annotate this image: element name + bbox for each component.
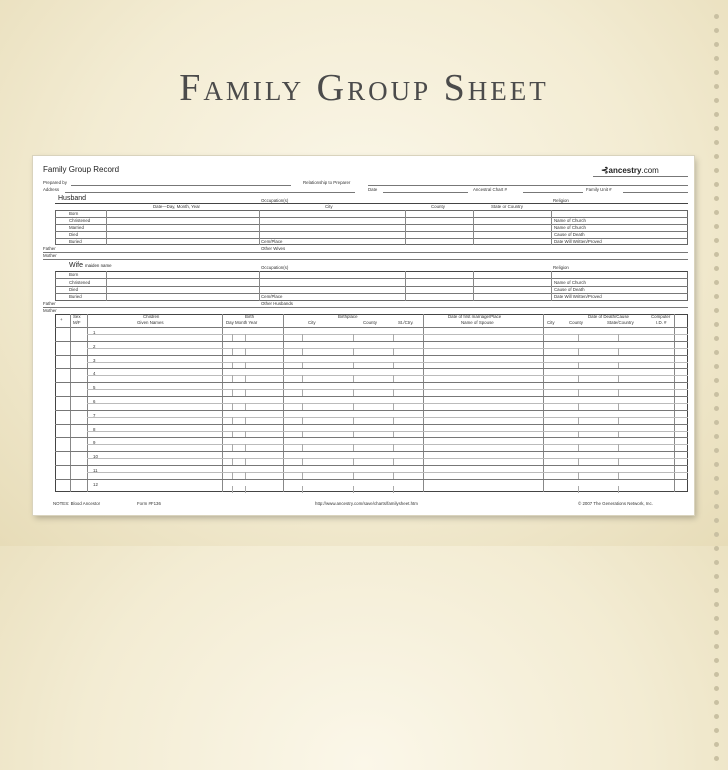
column-divider <box>393 472 394 479</box>
column-divider <box>245 389 246 396</box>
column-divider <box>302 375 303 382</box>
child-number: 5 <box>93 385 96 391</box>
row-half-divider <box>87 348 688 349</box>
row-half-divider <box>87 458 688 459</box>
column-divider <box>393 389 394 396</box>
column-divider <box>393 444 394 451</box>
column-divider <box>393 431 394 438</box>
column-divider <box>353 472 354 479</box>
bullet-dots <box>714 14 720 770</box>
column-divider <box>302 458 303 465</box>
maiden-name-label: maiden name <box>84 263 112 268</box>
brand-suffix: .com <box>641 166 659 175</box>
wife-label <box>69 262 112 270</box>
column-divider <box>353 334 354 341</box>
child-row[interactable] <box>55 479 688 493</box>
column-divider <box>578 486 579 493</box>
wife-will: Date Will Written/Proved <box>554 294 602 299</box>
column-divider <box>302 403 303 410</box>
column-divider <box>245 334 246 341</box>
husband-church-2: Name of Church <box>554 225 586 230</box>
given-names-header: Given Names <box>137 320 164 325</box>
wife-religion-label: Religion <box>553 265 569 270</box>
column-divider <box>302 417 303 424</box>
footer-copyright: © 2007 The Generations Network, Inc. <box>578 501 653 506</box>
death-city-header: City <box>547 320 555 325</box>
mf-header: M/F <box>73 320 81 325</box>
relationship-label: Relationship to Preparer <box>303 180 351 185</box>
wife-occupation-label: Occupation(s) <box>261 265 289 270</box>
column-divider <box>353 417 354 424</box>
column-divider <box>578 375 579 382</box>
child-number: 6 <box>93 399 96 404</box>
column-divider <box>393 362 394 369</box>
child-number: 3 <box>93 357 96 363</box>
column-divider <box>232 375 233 382</box>
county-header: County <box>431 204 445 209</box>
children-header: Children <box>143 314 160 319</box>
husband-cem-place: Cem/Place <box>261 239 283 244</box>
column-divider <box>353 389 354 396</box>
family-unit-field[interactable] <box>623 192 688 193</box>
row-half-divider <box>87 389 688 390</box>
address-label: Address <box>43 187 60 192</box>
ancestral-chart-field[interactable] <box>523 192 583 193</box>
child-number: 11 <box>93 468 98 473</box>
column-divider <box>245 444 246 451</box>
column-divider <box>618 417 619 424</box>
column-divider <box>578 389 579 396</box>
first-marriage-header: Date of first marriage/Place <box>448 314 502 319</box>
column-divider <box>393 403 394 410</box>
husband-religion-label: Religion <box>553 198 569 203</box>
column-divider <box>618 389 619 396</box>
column-divider <box>393 375 394 382</box>
birth-city-header: City <box>308 320 316 325</box>
column-divider <box>353 348 354 355</box>
wife-cause-death: Cause of Death <box>554 287 585 292</box>
column-divider <box>302 389 303 396</box>
column-divider <box>618 348 619 355</box>
other-wives-label: Other Wives <box>261 246 286 251</box>
death-header: Date of Death/Cause <box>588 314 630 319</box>
computer-header: Computer <box>651 314 671 319</box>
husband-father-label: Father <box>43 246 56 251</box>
column-divider <box>232 431 233 438</box>
slide-title: Family Group Sheet <box>179 67 549 109</box>
column-divider <box>245 403 246 410</box>
date-field[interactable] <box>383 192 468 193</box>
form-title: Family Group Record <box>43 165 120 174</box>
footer-url[interactable]: http://www.ancestry.com/save/charts/familysheet.htm <box>315 501 418 506</box>
child-number: 7 <box>93 412 96 418</box>
column-divider <box>302 362 303 369</box>
column-divider <box>245 486 246 493</box>
column-divider <box>353 403 354 410</box>
column-divider <box>353 431 354 438</box>
column-divider <box>245 348 246 355</box>
husband-cause-death: Cause of Death <box>554 232 585 237</box>
row-half-divider <box>87 403 688 404</box>
other-husbands-label: Other Husbands <box>261 301 293 306</box>
column-divider <box>393 334 394 341</box>
husband-died: Died <box>69 232 79 237</box>
column-divider <box>245 417 246 424</box>
column-divider <box>245 431 246 438</box>
wife-born: Born <box>69 272 79 277</box>
column-divider <box>578 431 579 438</box>
footer-notes: NOTES: Blood Ancestor <box>53 501 101 506</box>
death-state-header: State/Country <box>607 320 634 325</box>
column-divider <box>618 444 619 451</box>
column-divider <box>618 362 619 369</box>
child-number: 1 <box>93 330 96 335</box>
wife-cem-place: Cem/Place <box>261 294 283 299</box>
footer-form-number: Form #F136 <box>137 501 161 506</box>
column-divider <box>618 431 619 438</box>
state-header: State or Country <box>491 204 523 209</box>
wife-mother-label: Mother <box>43 308 57 313</box>
column-divider <box>232 444 233 451</box>
column-divider <box>353 375 354 382</box>
family-group-record-sheet <box>33 156 694 515</box>
column-divider <box>245 375 246 382</box>
column-divider <box>353 362 354 369</box>
column-divider <box>302 348 303 355</box>
column-divider <box>232 486 233 493</box>
wife-died: Died <box>69 287 79 292</box>
sex-header: Sex <box>73 314 81 319</box>
family-unit-label: Family Unit # <box>586 187 612 192</box>
column-divider <box>393 458 394 465</box>
birth-header: Birth <box>245 314 255 319</box>
column-divider <box>618 334 619 341</box>
wife-christened: Christened <box>69 280 91 285</box>
husband-will: Date Will Written/Proved <box>554 239 602 244</box>
row-half-divider <box>87 362 688 363</box>
column-divider <box>393 348 394 355</box>
row-half-divider <box>87 444 688 445</box>
column-divider <box>232 417 233 424</box>
husband-buried: Buried <box>69 239 82 244</box>
wife-buried: Buried <box>69 294 82 299</box>
column-divider <box>245 472 246 479</box>
column-divider <box>302 486 303 493</box>
row-half-divider <box>87 334 688 335</box>
child-number: 10 <box>93 454 98 460</box>
column-divider <box>232 334 233 341</box>
column-divider <box>578 348 579 355</box>
wife-father-label: Father <box>43 301 56 306</box>
birthplace-header: Birthplace <box>338 314 358 319</box>
column-divider <box>393 486 394 493</box>
column-divider <box>302 431 303 438</box>
column-divider <box>245 458 246 465</box>
prepared-by-field[interactable] <box>71 185 291 186</box>
column-divider <box>232 362 233 369</box>
column-divider <box>578 417 579 424</box>
column-divider <box>232 403 233 410</box>
death-county-header: County <box>569 320 583 325</box>
column-divider <box>245 362 246 369</box>
husband-married: Married <box>69 225 84 230</box>
column-divider <box>578 334 579 341</box>
column-divider <box>353 486 354 493</box>
day-month-year-header: Day Month Year <box>226 320 258 325</box>
column-divider <box>578 458 579 465</box>
column-divider <box>232 472 233 479</box>
column-divider <box>302 472 303 479</box>
column-divider <box>232 348 233 355</box>
husband-church-1: Name of Church <box>554 218 586 223</box>
children-plus-header: + <box>60 317 63 322</box>
column-divider <box>232 389 233 396</box>
ancestral-chart-label: Ancestral Chart # <box>473 187 507 192</box>
child-number: 12 <box>93 481 98 487</box>
column-divider <box>578 444 579 451</box>
column-divider <box>353 458 354 465</box>
column-divider <box>618 403 619 410</box>
relationship-field[interactable] <box>368 185 688 186</box>
column-divider <box>618 486 619 493</box>
husband-christened: Christened <box>69 218 91 223</box>
child-number: 9 <box>93 440 96 446</box>
column-divider <box>353 444 354 451</box>
brand-name: ancestry <box>608 166 642 175</box>
column-divider <box>302 334 303 341</box>
column-divider <box>232 458 233 465</box>
column-divider <box>393 417 394 424</box>
husband-occupation-label: Occupation(s) <box>261 198 289 203</box>
birth-county-header: County <box>363 320 377 325</box>
leaf-icon: ⊰ <box>601 165 609 175</box>
husband-born: Born <box>69 211 79 216</box>
child-number: 8 <box>93 426 96 432</box>
child-number: 4 <box>93 371 96 377</box>
column-divider <box>618 375 619 382</box>
address-field[interactable] <box>65 192 355 193</box>
column-divider <box>578 362 579 369</box>
row-half-divider <box>87 375 688 376</box>
prepared-by-label: Prepared by <box>43 180 67 185</box>
husband-label: Husband <box>58 195 87 202</box>
spouse-header: Name of Spouse <box>461 320 494 325</box>
column-divider <box>618 458 619 465</box>
row-half-divider <box>87 472 688 473</box>
city-header: City <box>325 204 333 209</box>
id-header: I.D. # <box>656 320 667 325</box>
column-divider <box>578 472 579 479</box>
row-half-divider <box>87 431 688 432</box>
wife-title: Wife <box>69 262 83 269</box>
column-divider <box>302 444 303 451</box>
column-divider <box>618 472 619 479</box>
row-half-divider <box>87 417 688 418</box>
birth-state-header: St./Ctry. <box>398 320 414 325</box>
ancestry-logo <box>601 165 659 176</box>
date-label: Date <box>368 187 378 192</box>
husband-mother-label: Mother <box>43 253 57 258</box>
column-divider <box>578 403 579 410</box>
child-number: 2 <box>93 343 96 349</box>
date-header: Date—Day, Month, Year <box>153 204 201 209</box>
wife-church: Name of Church <box>554 280 586 285</box>
